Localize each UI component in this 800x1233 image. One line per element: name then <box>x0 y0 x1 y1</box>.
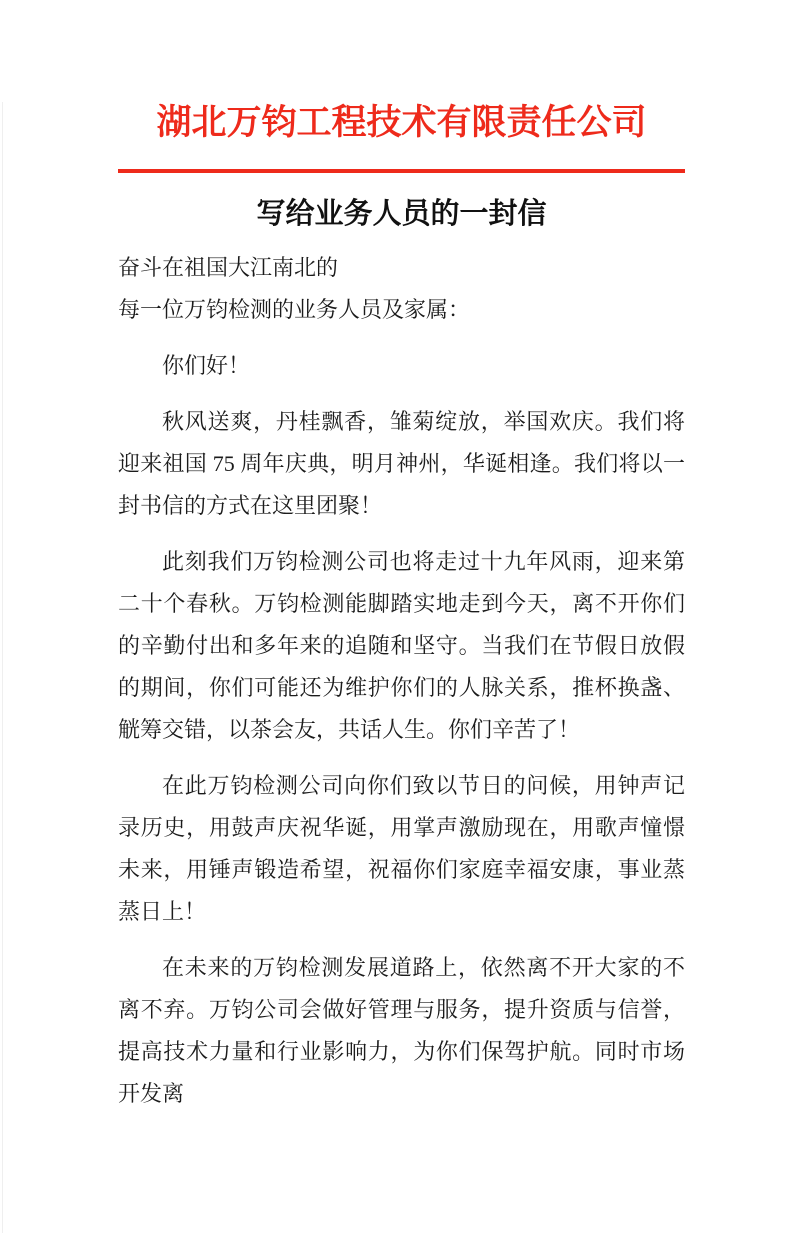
paragraph-future-development: 在未来的万钧检测发展道路上，依然离不开大家的不离不弃。万钧公司会做好管理与服务，提升资质与信誉，提高技术力量和行业影响力，为你们保驾护航。同时市场开发离 <box>118 955 685 1107</box>
salutation-line-1: 奋斗在祖国大江南北的 <box>118 255 339 281</box>
letter-page <box>0 102 800 1115</box>
paragraph-festival-opening: 秋风送爽，丹桂飘香，雏菊绽放，举国欢庆。我们将迎来祖国 75 周年庆典，明月神州，华诞相逢。我们将以一封书信的方式在这里团聚！ <box>118 409 685 519</box>
paragraph-company-anniversary: 此刻我们万钧检测公司也将走过十九年风雨，迎来第二十个春秋。万钧检测能脚踏实地走到今天，离不开你们的辛勤付出和多年来的追随和坚守。当我们在节假日放假的期间，你们可能还为维护你们的人脉关系，推杯换盏、觥筹交错，以茶会友，共话人生。你们辛苦了！ <box>118 549 685 743</box>
salutation-line-2: 每一位万钧检测的业务人员及家属： <box>118 297 471 323</box>
header-divider-line <box>118 169 685 173</box>
paragraph-holiday-wishes: 在此万钧检测公司向你们致以节日的问候，用钟声记录历史，用鼓声庆祝华诞，用掌声激励现在，用歌声憧憬未来，用锤声锻造希望，祝福你们家庭幸福安康，事业蒸蒸日上！ <box>118 773 685 925</box>
letter-title: 写给业务人员的一封信 <box>256 198 547 230</box>
company-name-header: 湖北万钧工程技术有限责任公司 <box>156 103 647 142</box>
paragraph-greeting: 你们好！ <box>162 353 251 379</box>
